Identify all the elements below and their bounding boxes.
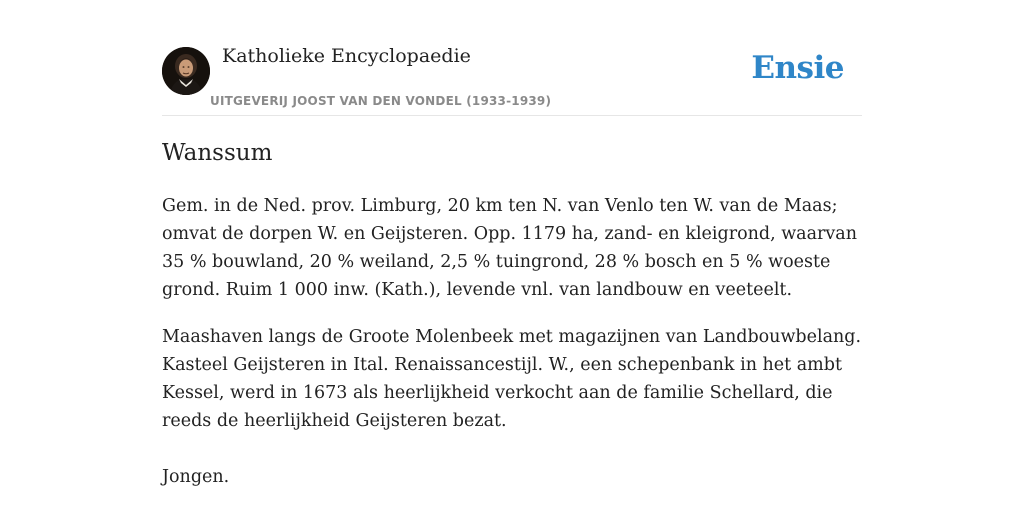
portrait-icon: [162, 47, 210, 95]
publisher-subtitle: UITGEVERIJ JOOST VAN DEN VONDEL (1933-1939): [210, 94, 552, 108]
entry-paragraph-2: Maashaven langs de Groote Molenbeek met magazijnen van Landbouwbelang. Kasteel Geijsteren in Ital. Renaissancestijl. W., een schepenbank in het ambt Kessel, werd in 1673 als heerlijkheid verkocht aan de familie Schellard, die reeds de heerlijkheid Geijsteren bezat.: [162, 327, 862, 431]
publication-header: [162, 44, 862, 116]
publication-title[interactable]: Katholieke Encyclopaedie: [222, 45, 471, 67]
entry-paragraph-1: Gem. in de Ned. prov. Limburg, 20 km ten N. van Venlo ten W. van de Maas; omvat de dorpen W. en Geijsteren. Opp. 1179 ha, zand- en kleigrond, waarvan 35 % bouwland, 20 % weiland, 2,5 % tuingrond, 28 % bosch en 5 % woeste grond. Ruim 1 000 inw. (Kath.), levende vnl. van landbouw en veeteelt.: [162, 196, 858, 300]
ensie-logo-link[interactable]: Ensie: [751, 50, 844, 86]
entry-author: Jongen.: [162, 467, 230, 487]
publication-avatar[interactable]: [162, 47, 210, 95]
entry-title: Wanssum: [162, 140, 273, 166]
